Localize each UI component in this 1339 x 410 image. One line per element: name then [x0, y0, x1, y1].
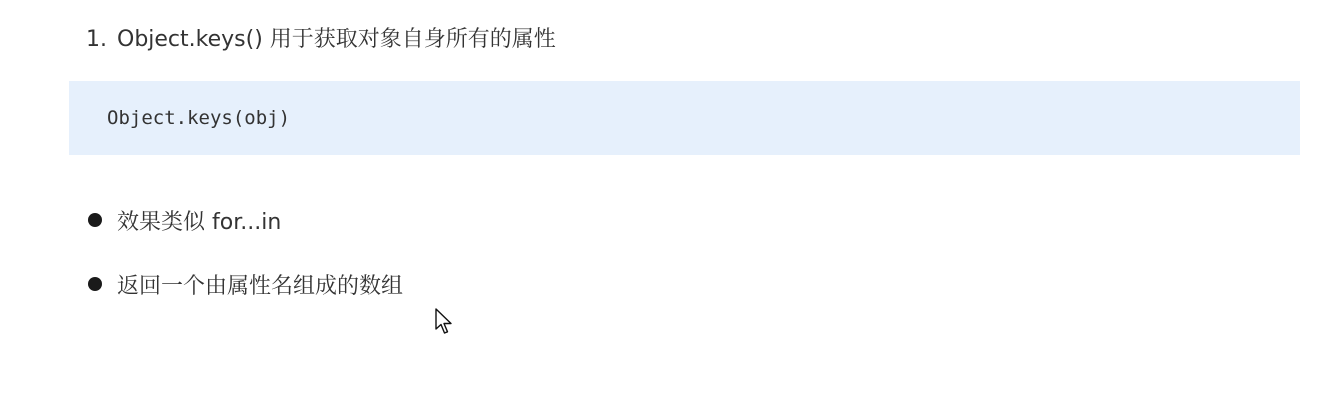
- bullet-dot-icon: [88, 277, 102, 291]
- heading-text: Object.keys() 用于获取对象自身所有的属性: [117, 27, 556, 52]
- list-item-text: 效果类似 for...in: [117, 209, 282, 235]
- heading-number: 1.: [86, 27, 107, 52]
- code-block: [69, 81, 1300, 155]
- list-item: [86, 204, 281, 236]
- list-item-text: 返回一个由属性名组成的数组: [117, 273, 404, 299]
- list-item: [86, 268, 403, 300]
- numbered-heading: [86, 24, 556, 56]
- code-line: Object.keys(obj): [107, 107, 291, 129]
- mouse-pointer-icon: [434, 307, 454, 337]
- bullet-dot-icon: [88, 213, 102, 227]
